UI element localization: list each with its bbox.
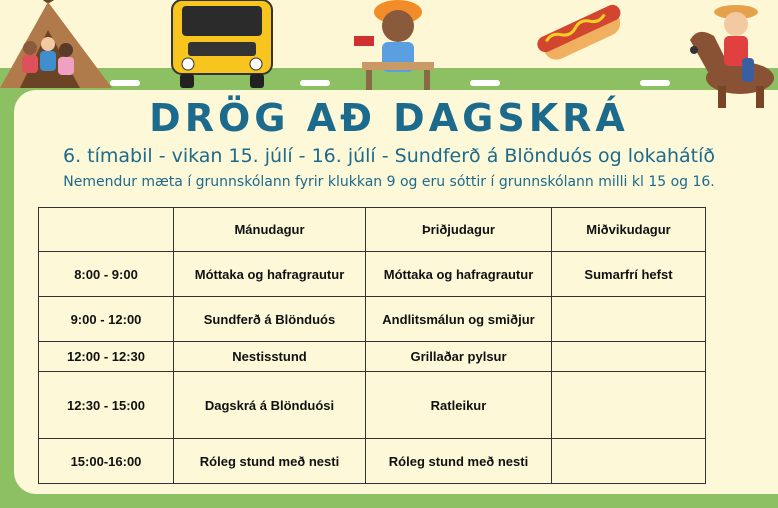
teepee-kids-icon: [0, 0, 115, 90]
table-cell: Sumarfrí hefst: [552, 252, 706, 297]
table-cell: Móttaka og hafragrautur: [366, 252, 552, 297]
header-cell: Miðvikudagur: [552, 208, 706, 252]
header-cell: Þriðjudagur: [366, 208, 552, 252]
road-dash: [470, 80, 500, 86]
time-cell: 12:00 - 12:30: [39, 342, 174, 372]
table-row: [39, 372, 706, 439]
hotdog-icon: [536, 0, 626, 66]
table-cell: Móttaka og hafragrautur: [174, 252, 366, 297]
table-cell: Sundferð á Blönduós: [174, 297, 366, 342]
table-cell: [552, 297, 706, 342]
page-title: DRÖG AÐ DAGSKRÁ: [149, 96, 629, 140]
time-cell: 8:00 - 9:00: [39, 252, 174, 297]
table-cell: Róleg stund með nesti: [174, 439, 366, 484]
schedule-table: [38, 207, 706, 484]
cowgirl-horse-icon: [668, 0, 778, 108]
table-cell: [552, 342, 706, 372]
table-cell: Dagskrá á Blönduósi: [174, 372, 366, 439]
table-row: [39, 252, 706, 297]
table-cell: [552, 439, 706, 484]
table-row: [39, 342, 706, 372]
table-cell: [552, 372, 706, 439]
table-cell: Róleg stund með nesti: [366, 439, 552, 484]
table-cell: Andlitsmálun og smiðjur: [366, 297, 552, 342]
table-row: [39, 439, 706, 484]
road-dash: [300, 80, 330, 86]
table-cell: Nestisstund: [174, 342, 366, 372]
header-cell: [39, 208, 174, 252]
road-dash: [640, 80, 670, 86]
table-row: [39, 297, 706, 342]
table-cell: Ratleikur: [366, 372, 552, 439]
builder-kid-icon: [352, 0, 444, 92]
time-cell: 9:00 - 12:00: [39, 297, 174, 342]
table-cell: Grillaðar pylsur: [366, 342, 552, 372]
school-bus-icon: [168, 0, 276, 90]
page-subtitle: 6. tímabil - vikan 15. júlí - 16. júlí - Sundferð á Blönduós og lokahátíð: [62, 145, 716, 167]
time-cell: 12:30 - 15:00: [39, 372, 174, 439]
table-header-row: [39, 208, 706, 252]
attendance-note: Nemendur mæta í grunnskólann fyrir klukkan 9 og eru sóttir í grunnskólann milli kl 15 og 16.: [63, 174, 715, 190]
time-cell: 15:00-16:00: [39, 439, 174, 484]
header-cell: Mánudagur: [174, 208, 366, 252]
